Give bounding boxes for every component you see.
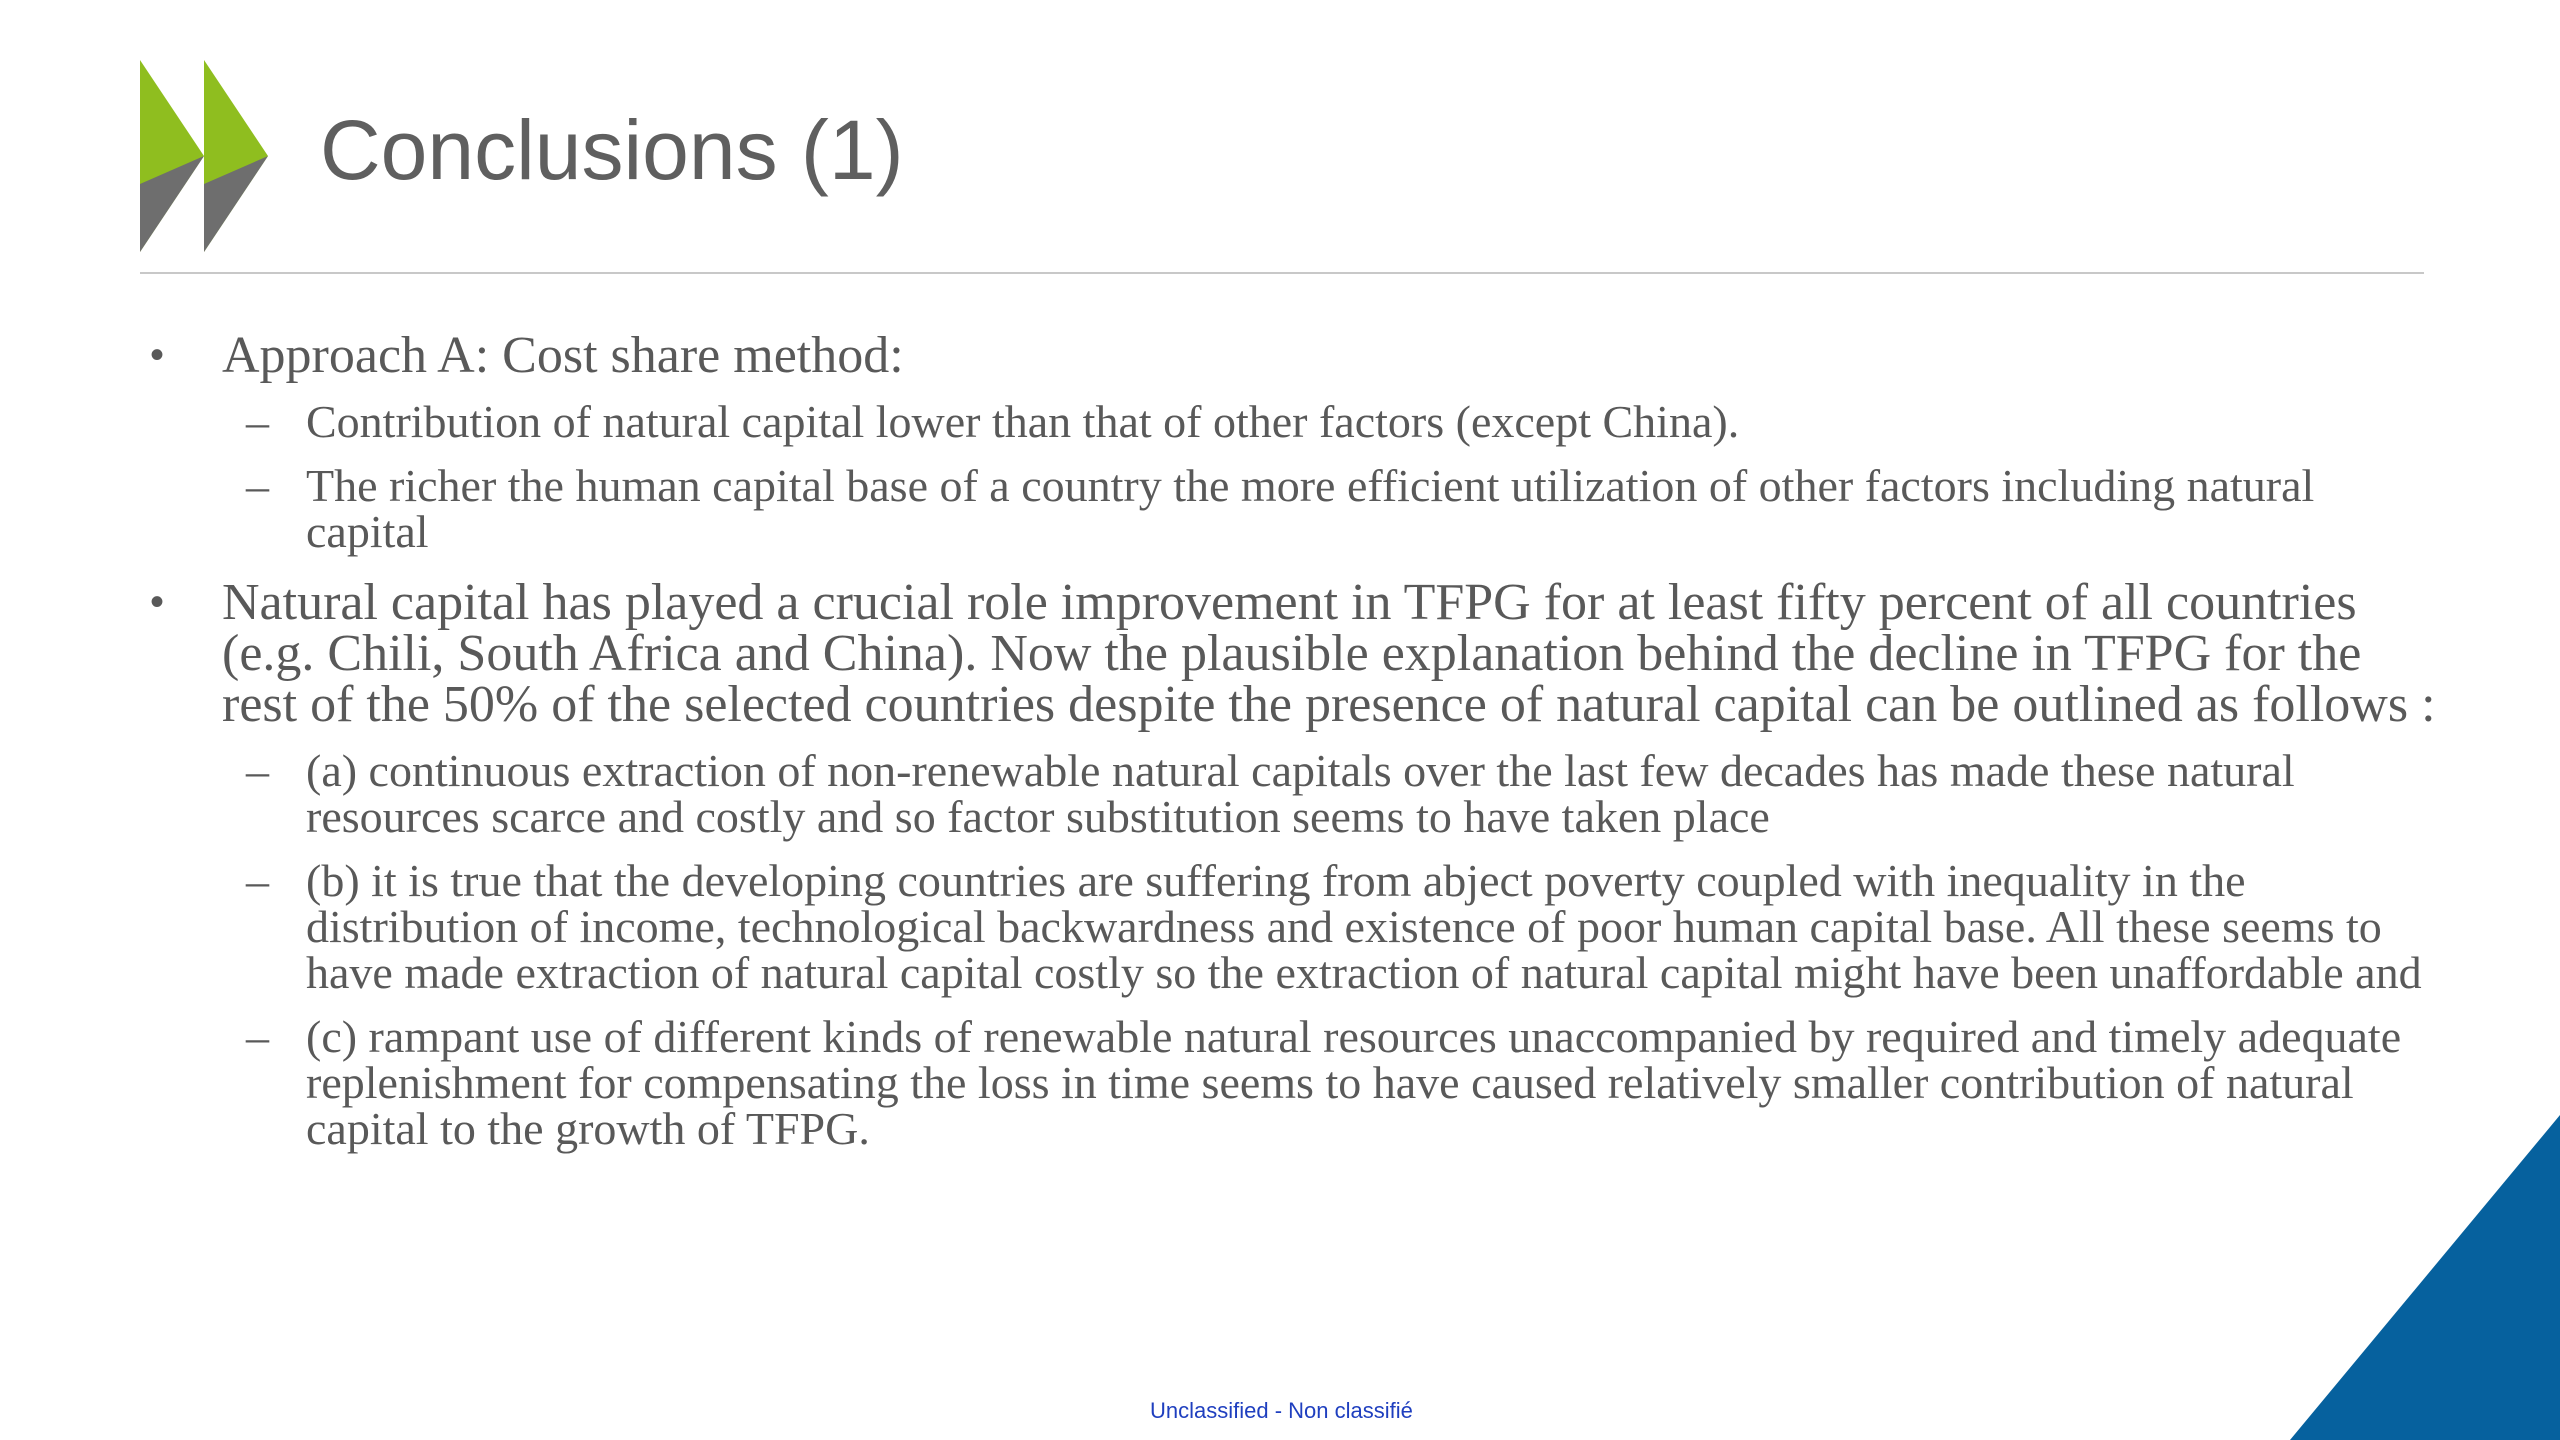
- dash-marker: –: [246, 1011, 269, 1062]
- title-divider: [140, 272, 2424, 274]
- dash-marker: –: [246, 745, 269, 796]
- slide-body: [140, 327, 2440, 1154]
- subitem-text: (a) continuous extraction of non-renewable natural capitals over the last few decades has made these natural resources scarce and costly and so factor substitution seems to have taken place: [306, 745, 2295, 842]
- subitem-contribution: [140, 396, 2440, 447]
- slide-title: Conclusions (1): [320, 103, 904, 197]
- subitem-text: (b) it is true that the developing countries are suffering from abject poverty coupled with inequality in the distribution of income, technological backwardness and existence of poor human capital base. All these seems to have made extraction of natural capital costly so the extraction of natural capital might have been unaffordable and: [306, 855, 2422, 998]
- bullet-text: Approach A: Cost share method:: [222, 327, 904, 384]
- bullet-text: Natural capital has played a crucial role improvement in TFPG for at least fifty percent of all countries (e.g. Chili, South Africa and China). Now the plausible explanation behind the decline in TFPG for the rest of the 50% of the selected countries despite the presence of natural capital can be outlined as follows :: [222, 574, 2436, 733]
- bullet-approach-a: [140, 327, 2440, 384]
- oecd-chevron-logo-icon: [140, 60, 270, 260]
- classification-footer: Unclassified - Non classifié: [1150, 1398, 1413, 1423]
- dash-marker: –: [246, 855, 269, 906]
- bullet-natural-capital: [140, 574, 2440, 733]
- subitem-text: The richer the human capital base of a country the more efficient utilization of other factors including natural capital: [306, 460, 2315, 557]
- subitem-text: (c) rampant use of different kinds of renewable natural resources unaccompanied by required and timely adequate replenishment for compensating the loss in time seems to have caused relatively smaller contribution of natural capital to the growth of TFPG.: [306, 1011, 2402, 1154]
- dash-marker: –: [246, 396, 269, 447]
- subitem-b: [140, 855, 2440, 998]
- corner-triangle-decoration: [2290, 1115, 2560, 1440]
- subitem-a: [140, 745, 2440, 842]
- dash-marker: –: [246, 460, 269, 511]
- subitem-text: Contribution of natural capital lower than that of other factors (except China).: [306, 396, 1740, 447]
- subitem-c: [140, 1011, 2440, 1154]
- bullet-marker: •: [150, 333, 165, 377]
- subitem-human-capital: [140, 460, 2440, 557]
- bullet-marker: •: [150, 580, 165, 624]
